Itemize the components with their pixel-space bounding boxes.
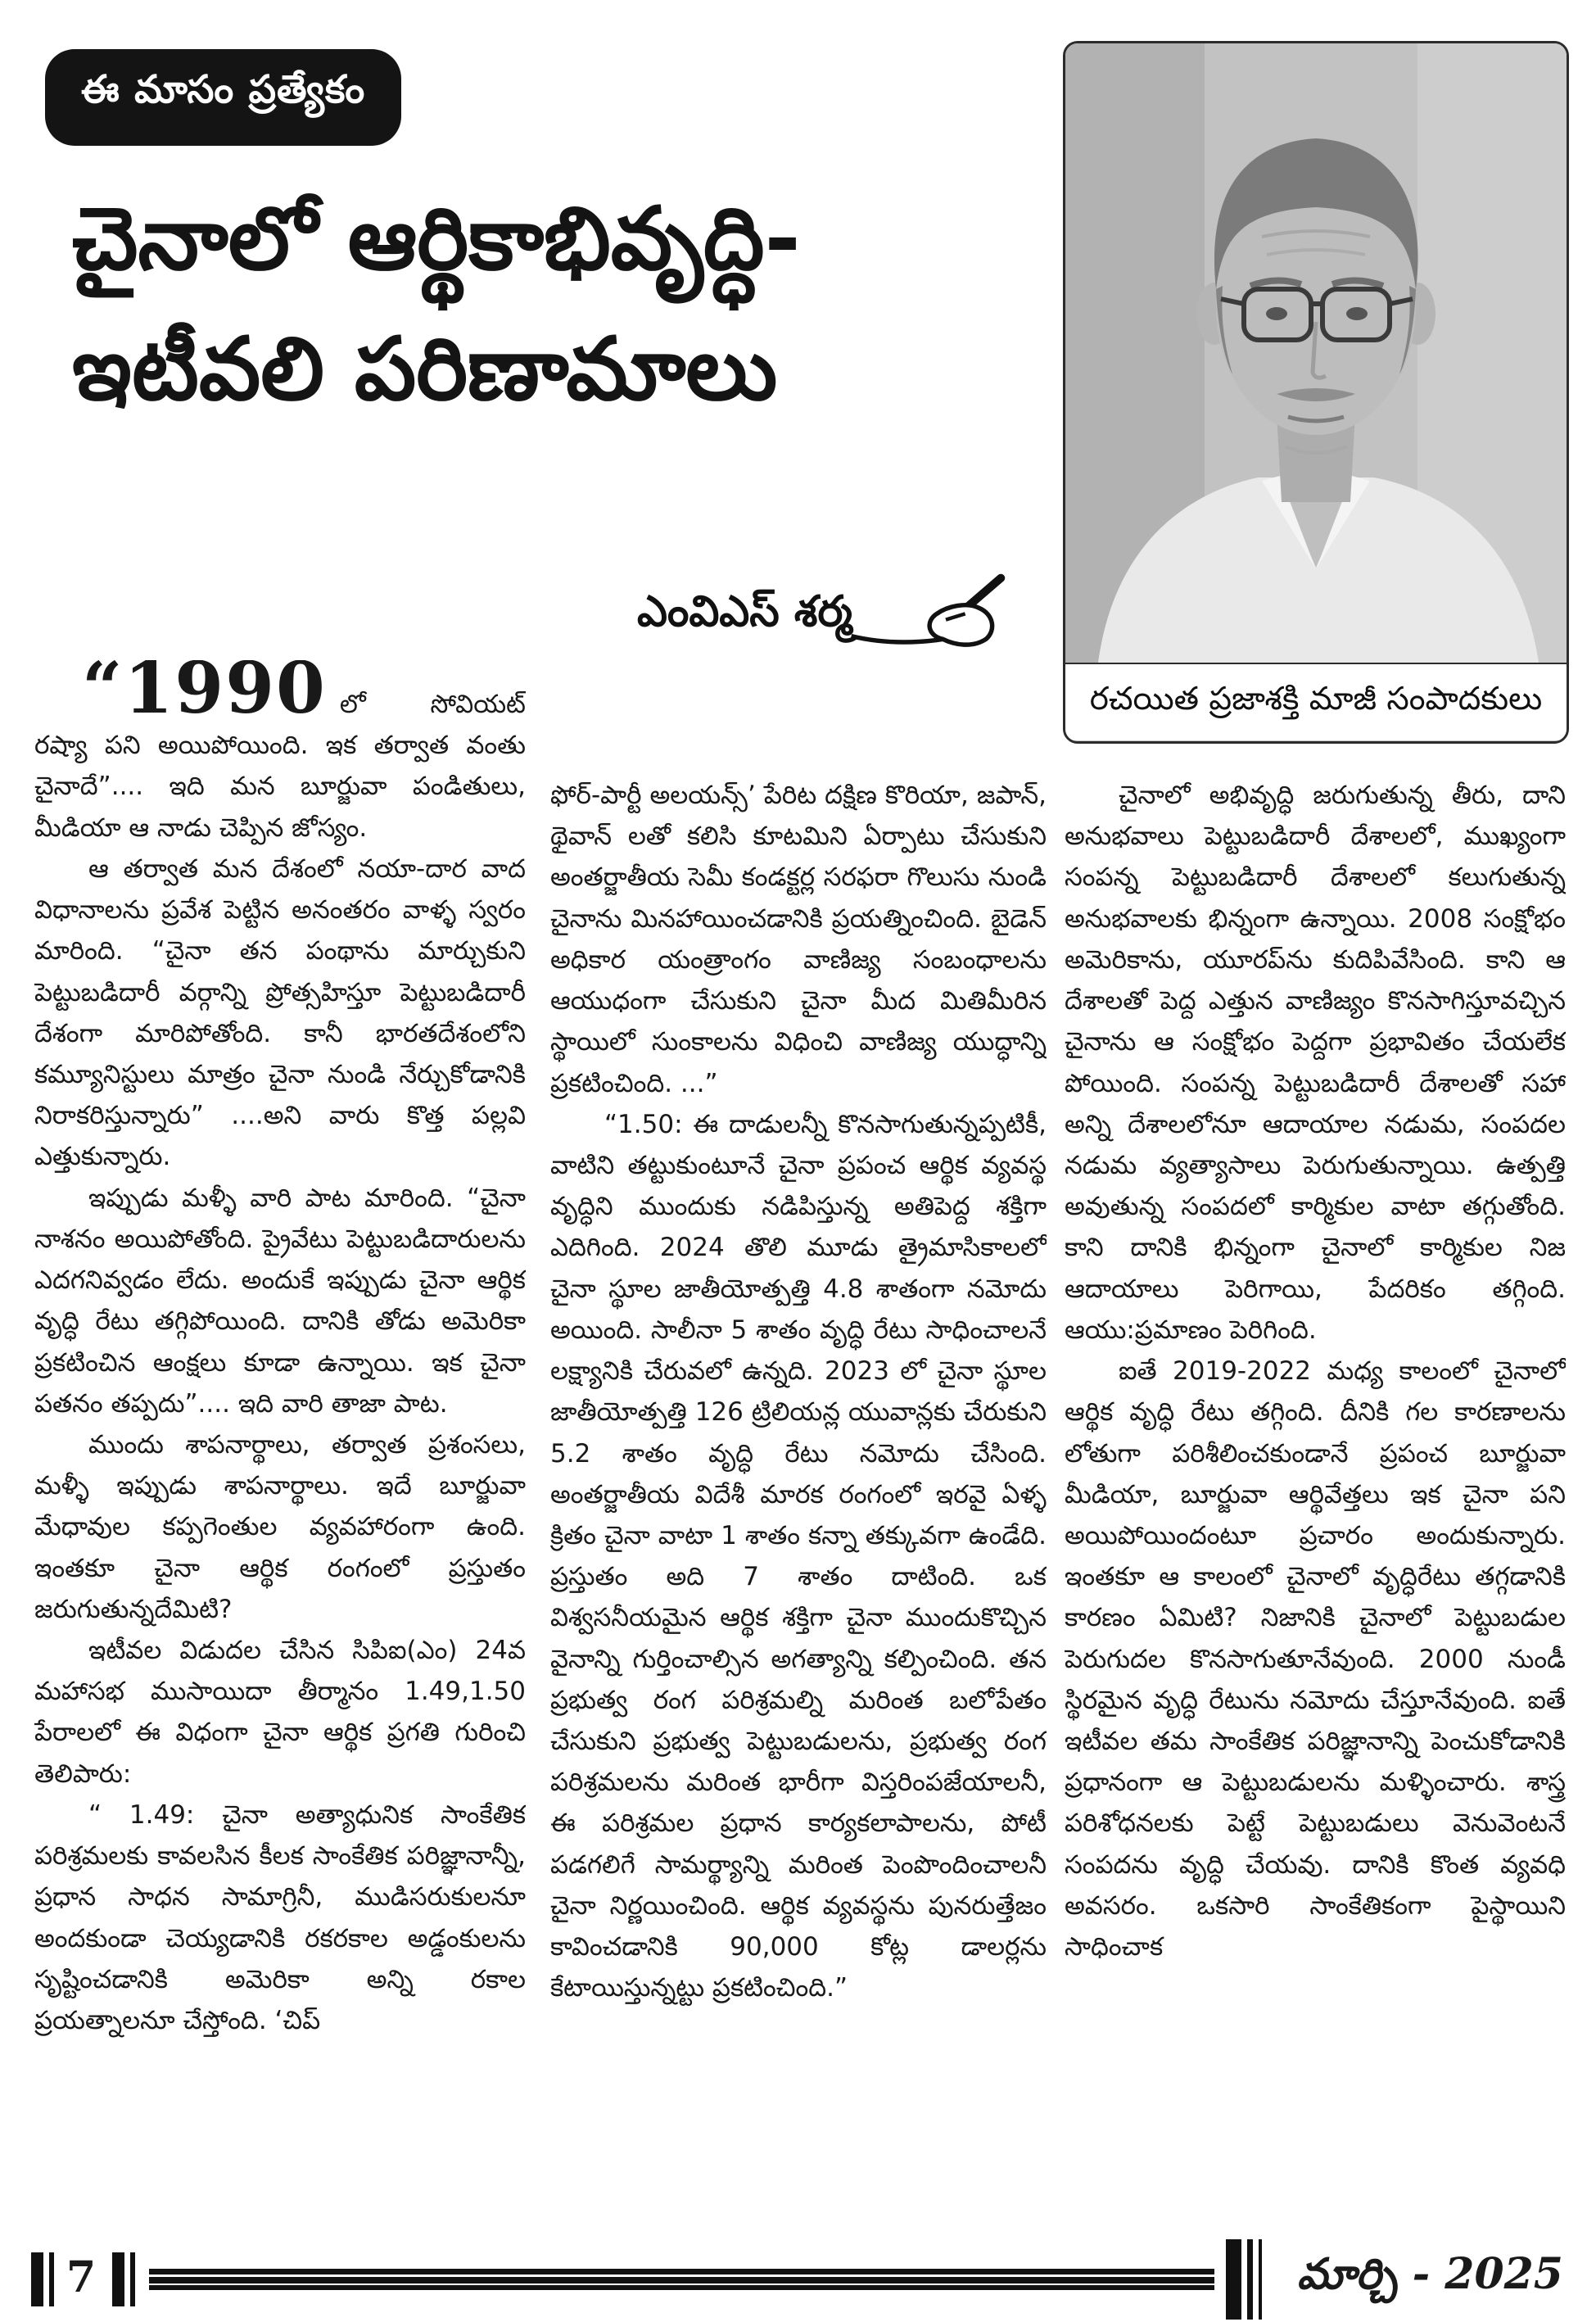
- author-name: ఎంవిఎస్ శర్మ: [637, 587, 852, 636]
- photo-caption: రచయిత ప్రజాశక్తి మాజీ సంపాదకులు: [1065, 663, 1567, 740]
- pen-in-hand-icon: [848, 564, 1011, 654]
- paragraph: ఆ తర్వాత మన దేశంలో నయా-దార వాద విధానాలను ప్రవేశ పెట్టిన అనంతరం వాళ్ళ స్వరం మారింది. “చైనా తన పంథాను మార్చుకుని పెట్టుబడిదారీ వర్గాన్ని ప్రోత్సహిస్తూ పెట్టుబడిదారీ దేశంగా మారిపోతోంది. కానీ భారతదేశంలోని కమ్యూనిస్టులు మాత్రం చైనా నుండి నేర్చుకోడానికి నిరాకరిస్తున్నారు” ....అని వారు కొత్త పల్లవి ఎత్తుకున్నారు.: [34, 853, 526, 1172]
- paragraph: “1.50: ఈ దాడులన్నీ కొనసాగుతున్నప్పటికీ, వాటిని తట్టుకుంటూనే చైనా ప్రపంచ ఆర్థిక వ్యవస్థ వృద్ధిని ముందుకు నడిపిస్తున్న అతిపెద్ద శక్తిగా ఎదిగింది. 2024 తొలి మూడు త్రైమాసికాలలో చైనా స్థూల జాతీయోత్పత్తి 4.8 శాతంగా నమోదు అయింది. సాలీనా 5 శాతం వృద్ధి రేటు సాధించాలనే లక్ష్యానికి చేరువలో ఉన్నది. 2023 లో చైనా స్థూల జాతీయోత్పత్తి 126 ట్రిలియన్ల యువాన్లకు చేరుకుని 5.2 శాతం వృద్ధి రేటు నమోదు చేసింది. అంతర్జాతీయ విదేశీ మారక రంగంలో ఇరవై ఏళ్ళ క్రితం చైనా వాటా 1 శాతం కన్నా తక్కువగా ఉండేది. ప్రస్తుతం అది 7 శాతం దాటింది. ఒక విశ్వసనీయమైన ఆర్థిక శక్తిగా చైనా ముందుకొచ్చిన వైనాన్ని గుర్తించాల్సిన అగత్యాన్ని కల్పించింది. తన ప్రభుత్వ రంగ పరిశ్రమల్ని మరింత బలోపేతం చేసుకుని ప్రభుత్వ పెట్టుబడులను, ప్రభుత్వ రంగ పరిశ్రమలను మరింత భారీగా విస్తరింపజేయాలనీ, ఈ పరిశ్రమల ప్రధాన కార్యకలాపాలను, పోటీ పడగలిగే సామర్థ్యాన్ని మరింత పెంపొందించాలనీ చైనా నిర్ణయించింది. ఆర్థిక వ్యవస్థను పునరుత్తేజం కావించడానికి 90,000 కోట్ల డాలర్లను కేటాయిస్తున్నట్టు ప్రకటించింది.”: [550, 1109, 1047, 2003]
- author-photo: [1063, 41, 1569, 744]
- lead-paragraph: [34, 660, 526, 849]
- article-column-2: [550, 775, 1047, 2257]
- article-headline: [72, 174, 1051, 434]
- footer-bar-icon: [130, 2252, 135, 2306]
- issue-date: మార్చి - 2025: [1296, 2249, 1563, 2299]
- footer-bar-icon: [1247, 2239, 1253, 2320]
- page-number: 7: [66, 2252, 97, 2302]
- article-column-3: [1065, 775, 1566, 2229]
- paragraph: ఫోర్-పార్టీ అలయన్స్’ పేరిట దక్షిణ కొరియా, జపాన్, థైవాన్ లతో కలిసి కూటమిని ఏర్పాటు చేసుకుని అంతర్జాతీయ సెమీ కండక్టర్ల సరఫరా గొలుసు నుండి చైనాను మినహాయించడానికి ప్రయత్నించింది. బైడెన్ అధికార యంత్రాంగం వాణిజ్య సంబంధాలను ఆయుధంగా చేసుకుని చైనా మీద మితిమీరిన స్థాయిలో సుంకాలను విధించి వాణిజ్య యుద్ధాన్ని ప్రకటించింది. ...”: [550, 781, 1047, 1098]
- footer-bar-icon: [49, 2252, 54, 2306]
- lead-year-number: “1990: [82, 660, 327, 730]
- footer-rule: [149, 2269, 1214, 2290]
- article-column-1: [34, 660, 526, 2220]
- headline-line-2: ఇటీవలి పరిణామాలు: [72, 319, 778, 419]
- page-footer: [31, 2239, 1563, 2320]
- paragraph: ముందు శాపనార్థాలు, తర్వాత ప్రశంసలు, మళ్ళీ ఇప్పుడు శాపనార్థాలు. ఇదే బూర్జువా మేధావుల కప్పగెంతుల వ్యవహారంగా ఉంది. ఇంతకూ చైనా ఆర్థిక రంగంలో ప్రస్తుతం జరుగుతున్నదేమిటి?: [34, 1429, 526, 1624]
- byline: [637, 564, 1011, 654]
- section-badge: ఈ మాసం ప్రత్యేకం: [45, 49, 401, 146]
- paragraph: ఇప్పుడు మళ్ళీ వారి పాట మారింది. “చైనా నాశనం అయిపోతోంది. ప్రైవేటు పెట్టుబడిదారులను ఎదగనివ్వడం లేదు. అందుకే ఇప్పుడు చైనా ఆర్థిక వృద్ధి రేటు తగ్గిపోయింది. దానికి తోడు అమెరికా ప్రకటించిన ఆంక్షలు కూడా ఉన్నాయి. ఇక చైనా పతనం తప్పదు”.... ఇది వారి తాజా పాట.: [34, 1183, 526, 1419]
- footer-bar-icon: [1226, 2239, 1241, 2320]
- paragraph: చైనాలో అభివృద్ధి జరుగుతున్న తీరు, దాని అనుభవాలు పెట్టుబడిదారీ దేశాలలో, ముఖ్యంగా సంపన్న పెట్టుబడిదారీ దేశాలలో కలుగుతున్న అనుభవాలకు భిన్నంగా ఉన్నాయి. 2008 సంక్షోభం అమెరికాను, యూరప్‌ను కుదిపివేసింది. కాని ఆ దేశాలతో పెద్ద ఎత్తున వాణిజ్యం కొనసాగిస్తూవచ్చిన చైనాను ఆ సంక్షోభం పెద్దగా ప్రభావితం చేయలేక పోయింది. సంపన్న పెట్టుబడిదారీ దేశాలతో సహా అన్ని దేశాలలోనూ ఆదాయాల నడుమ, సంపదల నడుమ వ్యత్యాసాలు పెరుగుతున్నాయి. ఉత్పత్తి అవుతున్న సంపదలో కార్మికుల వాటా తగ్గుతోంది. కాని దానికి భిన్నంగా చైనాలో కార్మికుల నిజ ఆదాయాలు పెరిగాయి, పేదరికం తగ్గింది. ఆయు:ప్రమాణం పెరిగింది.: [1065, 781, 1566, 1345]
- paragraph: “ 1.49: చైనా అత్యాధునిక సాంకేతిక పరిశ్రమలకు కావలసిన కీలక సాంకేతిక పరిజ్ఞానాన్నీ, ప్రధాన సాధన సామాగ్రినీ, ముడిసరుకులనూ అందకుండా చెయ్యడానికి రకరకాల అడ్డంకులను సృష్టించడానికి అమెరికా అన్ని రకాల ప్రయత్నాలనూ చేస్తోంది. ‘చిప్: [34, 1799, 526, 2035]
- footer-bar-icon: [112, 2252, 124, 2306]
- paragraph: ఇటీవల విడుదల చేసిన సిపిఐ(ఎం) 24వ మహాసభ ముసాయిదా తీర్మానం 1.49,1.50 పేరాలలో ఈ విధంగా చైనా ఆర్థిక ప్రగతి గురించి తెలిపారు:: [34, 1636, 526, 1789]
- footer-bar-icon: [1259, 2239, 1262, 2320]
- author-portrait-image: [1065, 43, 1567, 663]
- headline-line-1: చైనాలో ఆర్థికాభివృద్ధి-: [72, 188, 801, 289]
- lead-paragraph-text: లో సోవియట్ రష్యా పని అయిపోయింది. ఇక తర్వాత వంతు చైనాదే”.... ఇది మన బూర్జువా పండితులు, మీడియా ఆ నాడు చెప్పిన జోస్యం.: [34, 690, 526, 843]
- footer-bar-icon: [31, 2252, 43, 2306]
- paragraph: ఐతే 2019-2022 మధ్య కాలంలో చైనాలో ఆర్థిక వృద్ధి రేటు తగ్గింది. దీనికి గల కారణాలను లోతుగా పరిశీలించకుండానే ప్రపంచ బూర్జువా మీడియా, బూర్జువా ఆర్థివేత్తలు ఇక చైనా పని అయిపోయిందంటూ ప్రచారం అందుకున్నారు. ఇంతకూ ఆ కాలంలో చైనాలో వృద్ధిరేటు తగ్గడానికి కారణం ఏమిటి? నిజానికి చైనాలో పెట్టుబడుల పెరుగుదల కొనసాగుతూనేవుంది. 2000 నుండీ స్థిరమైన వృద్ధి రేటును నమోదు చేస్తూనేవుంది. ఐతే ఇటీవల తమ సాంకేతిక పరిజ్ఞానాన్ని పెంచుకోడానికి ప్రధానంగా ఆ పెట్టుబడులను మళ్ళించారు. శాస్త్ర పరిశోధనలకు పెట్టే పెట్టుబడులు వెనువెంటనే సంపదను వృద్ధి చేయవు. దానికి కొంత వ్యవధి అవసరం. ఒకసారి సాంకేతికంగా పైస్థాయిని సాధించాక: [1065, 1356, 1566, 1962]
